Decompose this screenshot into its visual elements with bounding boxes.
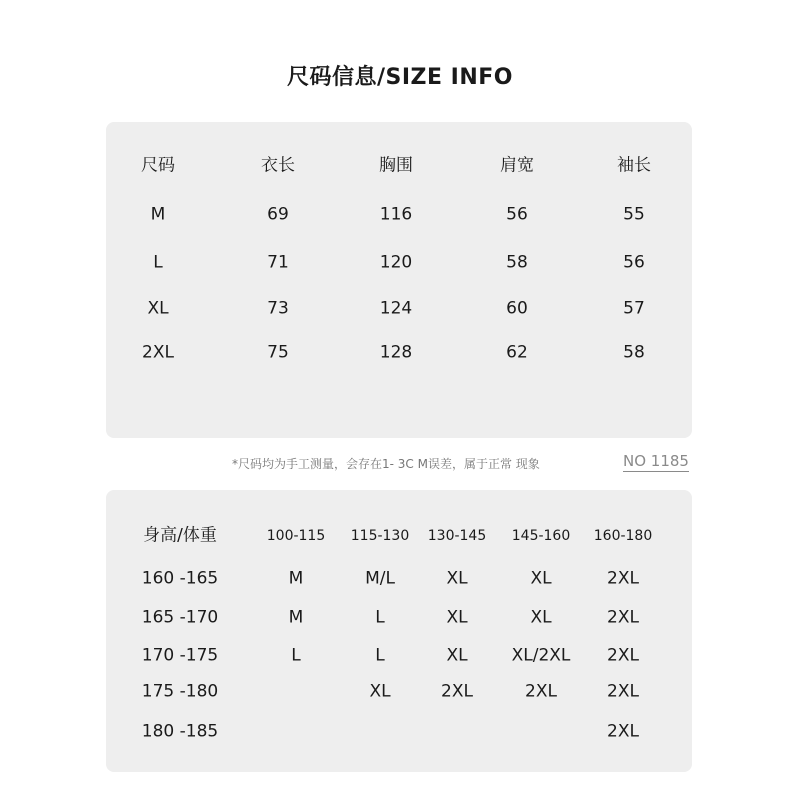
height-label: 170 -175 xyxy=(141,645,219,666)
height-label: 175 -180 xyxy=(141,681,219,702)
fit-table-cell: M xyxy=(288,607,304,628)
fit-table-cell: M/L xyxy=(365,568,395,589)
fit-table xyxy=(106,490,692,772)
height-label: 180 -185 xyxy=(141,721,219,742)
size-table-cell: 120 xyxy=(379,252,413,273)
size-table-cell: 60 xyxy=(506,298,528,319)
size-table-cell: 62 xyxy=(506,342,528,363)
weight-header-cell: 130-145 xyxy=(427,528,487,544)
measurement-note: *尺码均为手工测量，会存在1- 3C M误差，属于正常 现象 xyxy=(232,457,540,471)
fit-table-cell: 2XL xyxy=(607,607,639,628)
size-table-cell: 2XL xyxy=(142,342,174,363)
size-table-cell: 75 xyxy=(267,342,289,363)
fit-table-cell: L xyxy=(375,607,385,628)
weight-header-cell: 100-115 xyxy=(266,528,326,544)
size-header-cell: 肩宽 xyxy=(500,155,534,176)
size-table-cell: 55 xyxy=(623,204,645,225)
fit-table-cell: 2XL xyxy=(607,645,639,666)
fit-table-cell: L xyxy=(291,645,301,666)
fit-table-cell: XL xyxy=(369,681,391,702)
height-label: 160 -165 xyxy=(141,568,219,589)
weight-header-cell: 145-160 xyxy=(511,528,571,544)
fit-table-cell: XL xyxy=(446,607,468,628)
size-table-cell: 73 xyxy=(267,298,289,319)
size-table-cell: 128 xyxy=(379,342,413,363)
fit-table-cell: XL/2XL xyxy=(511,645,571,666)
size-table-cell: L xyxy=(153,252,163,273)
fit-table-cell: XL xyxy=(446,645,468,666)
size-table-cell: 56 xyxy=(623,252,645,273)
size-header-cell: 衣长 xyxy=(261,155,295,176)
size-table-cell: 58 xyxy=(623,342,645,363)
fit-table-cell: M xyxy=(288,568,304,589)
fit-table-cell: XL xyxy=(530,568,552,589)
size-table xyxy=(106,122,692,438)
fit-table-cell: 2XL xyxy=(525,681,557,702)
size-table-cell: 116 xyxy=(379,204,413,225)
fit-table-cell: 2XL xyxy=(441,681,473,702)
fit-table-cell: XL xyxy=(530,607,552,628)
fit-corner-header: 身高/体重 xyxy=(143,525,217,546)
product-code: NO 1185 xyxy=(623,452,689,470)
size-table-cell: M xyxy=(150,204,166,225)
size-table-cell: 58 xyxy=(506,252,528,273)
fit-table-cell: 2XL xyxy=(607,568,639,589)
size-header-cell: 袖长 xyxy=(617,155,651,176)
size-table-cell: XL xyxy=(147,298,169,319)
size-table-panel xyxy=(106,122,692,438)
fit-table-cell: 2XL xyxy=(607,681,639,702)
size-table-cell: 124 xyxy=(379,298,413,319)
size-header-cell: 尺码 xyxy=(141,155,175,176)
page-title: 尺码信息/SIZE INFO xyxy=(286,65,514,90)
size-header-cell: 胸围 xyxy=(379,155,413,176)
weight-header-cell: 115-130 xyxy=(350,528,410,544)
size-table-cell: 57 xyxy=(623,298,645,319)
size-table-cell: 69 xyxy=(267,204,289,225)
fit-table-panel xyxy=(106,490,692,772)
fit-table-cell: L xyxy=(375,645,385,666)
fit-table-cell: XL xyxy=(446,568,468,589)
fit-table-cell: 2XL xyxy=(607,721,639,742)
size-table-cell: 71 xyxy=(267,252,289,273)
height-label: 165 -170 xyxy=(141,607,219,628)
size-table-cell: 56 xyxy=(506,204,528,225)
weight-header-cell: 160-180 xyxy=(593,528,653,544)
